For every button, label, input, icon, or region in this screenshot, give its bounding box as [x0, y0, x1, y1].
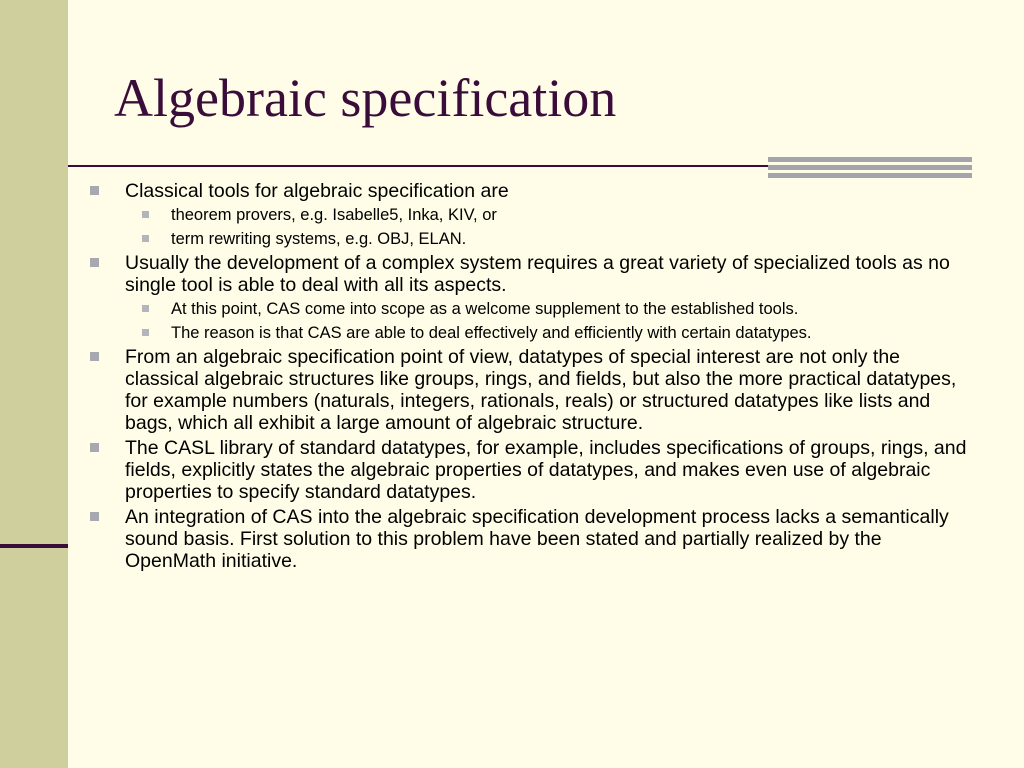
bullet-text: From an algebraic specification point of view, datatypes of special interest are not only the classical algebraic structures like groups, rings, and fields, but also the more practical datatypes, for example numbers (naturals, integers, rationals, reals) or structured datatypes like lists and bags, which all exhibit a large amount of algebraic structure. — [125, 346, 957, 434]
square-bullet-icon — [142, 211, 149, 218]
bullet-item — [88, 252, 978, 343]
bullet-text: The CASL library of standard datatypes, for example, includes specifications of groups, rings, and fields, explicitly states the algebraic properties of datatypes, and makes even use of algebraic properties to specify standard datatypes. — [125, 437, 967, 503]
bullet-text: Usually the development of a complex system requires a great variety of specialized tools as no single tool is able to deal with all its aspects. — [125, 252, 950, 296]
left-decor-band — [0, 0, 68, 768]
sub-bullet-item — [125, 299, 978, 319]
bullet-item — [88, 506, 978, 572]
bullet-text: Classical tools for algebraic specification are — [125, 180, 509, 202]
sub-bullet-text: The reason is that CAS are able to deal effectively and efficiently with certain datatypes. — [171, 324, 812, 342]
slide-title: Algebraic specification — [114, 68, 617, 128]
sub-bullet-list — [125, 205, 978, 249]
sub-bullet-list — [125, 299, 978, 343]
title-divider-decor — [768, 157, 972, 179]
square-bullet-icon — [90, 443, 99, 452]
square-bullet-icon — [90, 186, 99, 195]
sub-bullet-item — [125, 205, 978, 225]
bullet-text: An integration of CAS into the algebraic specification development process lacks a semantically sound basis. First solution to this problem have been stated and partially realized by the OpenMath initiative. — [125, 506, 949, 572]
decor-bar — [768, 173, 972, 178]
square-bullet-icon — [142, 305, 149, 312]
decor-bar — [768, 157, 972, 162]
square-bullet-icon — [90, 352, 99, 361]
bullet-item — [88, 437, 978, 503]
sub-bullet-text: theorem provers, e.g. Isabelle5, Inka, KIV, or — [171, 206, 497, 224]
bullet-list — [88, 180, 978, 572]
sub-bullet-item — [125, 229, 978, 249]
bullet-item — [88, 346, 978, 434]
decor-bar — [768, 165, 972, 170]
square-bullet-icon — [142, 329, 149, 336]
sub-bullet-text: term rewriting systems, e.g. OBJ, ELAN. — [171, 230, 467, 248]
sub-bullet-text: At this point, CAS come into scope as a welcome supplement to the established tools. — [171, 300, 799, 318]
square-bullet-icon — [90, 258, 99, 267]
left-decor-underline — [0, 544, 68, 548]
square-bullet-icon — [90, 512, 99, 521]
bullet-item — [88, 180, 978, 249]
slide-body — [88, 180, 978, 572]
square-bullet-icon — [142, 235, 149, 242]
sub-bullet-item — [125, 323, 978, 343]
